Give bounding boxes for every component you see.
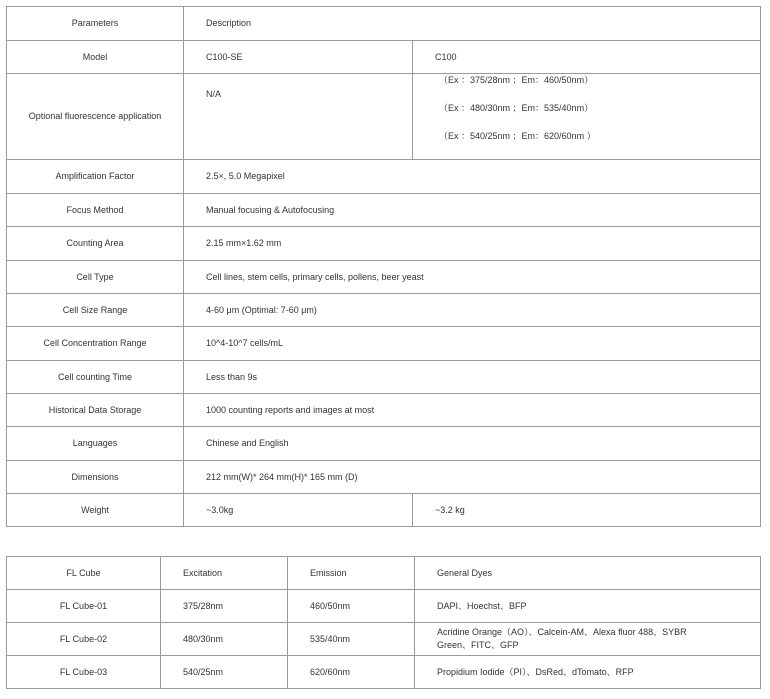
cube-excitation: 375/28nm xyxy=(161,590,288,623)
parameters-header: Parameters xyxy=(7,7,184,41)
row-value: 1000 counting reports and images at most xyxy=(184,394,761,427)
row-value: Less than 9s xyxy=(184,361,761,394)
table-row xyxy=(7,261,761,294)
cube-emission: 620/60nm xyxy=(288,656,415,689)
table-row xyxy=(7,656,761,689)
row-label: Focus Method xyxy=(7,194,184,227)
fluorescence-line: （Ex ：375/28nm ；Em：460/50nm） xyxy=(439,75,594,85)
specifications-table xyxy=(6,6,761,527)
table-row xyxy=(7,160,761,194)
cube-emission: 460/50nm xyxy=(288,590,415,623)
model-label: Model xyxy=(7,41,184,74)
excitation-header: Excitation xyxy=(161,557,288,590)
cube-excitation: 540/25nm xyxy=(161,656,288,689)
row-label: Cell Type xyxy=(7,261,184,294)
fluorescence-label: Optional fluorescence application xyxy=(7,74,184,160)
cube-dyes: Propidium Iodide（PI）、DsRed、dTomato、RFP xyxy=(415,656,761,689)
model-c100se: C100-SE xyxy=(184,41,413,74)
row-value: Manual focusing & Autofocusing xyxy=(184,194,761,227)
row-value: 10^4-10^7 cells/mL xyxy=(184,327,761,361)
row-label: Amplification Factor xyxy=(7,160,184,194)
table-row xyxy=(7,74,761,160)
row-value: 4-60 μm (Optimal: 7-60 μm) xyxy=(184,294,761,327)
weight-c100: ~3.2 kg xyxy=(413,494,761,527)
general-dyes-header: General Dyes xyxy=(415,557,761,590)
row-label: Dimensions xyxy=(7,461,184,494)
table-row xyxy=(7,194,761,227)
emission-header: Emission xyxy=(288,557,415,590)
fl-cube-table xyxy=(6,556,761,689)
cube-name: FL Cube-01 xyxy=(7,590,161,623)
table-row xyxy=(7,294,761,327)
row-value: Cell lines, stem cells, primary cells, pollens, beer yeast xyxy=(184,261,761,294)
weight-c100se: ~3.0kg xyxy=(184,494,413,527)
table-row xyxy=(7,41,761,74)
table-header-row xyxy=(7,557,761,590)
row-value: Chinese and English xyxy=(184,427,761,461)
table-row xyxy=(7,361,761,394)
fl-cube-header: FL Cube xyxy=(7,557,161,590)
fluorescence-line: （Ex ：540/25nm ；Em：620/60nm ） xyxy=(439,131,596,141)
table-header-row xyxy=(7,7,761,41)
weight-label: Weight xyxy=(7,494,184,527)
row-value: 2.5×, 5.0 Megapixel xyxy=(184,160,761,194)
table-row xyxy=(7,461,761,494)
fluorescence-c100se: N/A xyxy=(184,74,413,160)
row-value: 2.15 mm×1.62 mm xyxy=(184,227,761,261)
cube-name: FL Cube-02 xyxy=(7,623,161,656)
row-label: Counting Area xyxy=(7,227,184,261)
cube-dyes: Acridine Orange（AO）、Calcein-AM、Alexa fluor 488、SYBR Green、FITC、GFP xyxy=(415,623,761,656)
row-label: Historical Data Storage xyxy=(7,394,184,427)
fluorescence-line: （Ex ：480/30nm ；Em：535/40nm） xyxy=(439,103,594,113)
fluorescence-c100 xyxy=(413,74,761,160)
cube-emission: 535/40nm xyxy=(288,623,415,656)
row-label: Cell Size Range xyxy=(7,294,184,327)
table-row xyxy=(7,427,761,461)
table-row xyxy=(7,227,761,261)
description-header: Description xyxy=(184,7,761,41)
table-row xyxy=(7,623,761,656)
table-row xyxy=(7,327,761,361)
model-c100: C100 xyxy=(413,41,761,74)
cube-name: FL Cube-03 xyxy=(7,656,161,689)
table-row xyxy=(7,494,761,527)
row-value: 212 mm(W)* 264 mm(H)* 165 mm (D) xyxy=(184,461,761,494)
table-row xyxy=(7,394,761,427)
row-label: Cell Concentration Range xyxy=(7,327,184,361)
cube-dyes: DAPI、Hoechst、BFP xyxy=(415,590,761,623)
row-label: Cell counting Time xyxy=(7,361,184,394)
cube-excitation: 480/30nm xyxy=(161,623,288,656)
row-label: Languages xyxy=(7,427,184,461)
table-row xyxy=(7,590,761,623)
